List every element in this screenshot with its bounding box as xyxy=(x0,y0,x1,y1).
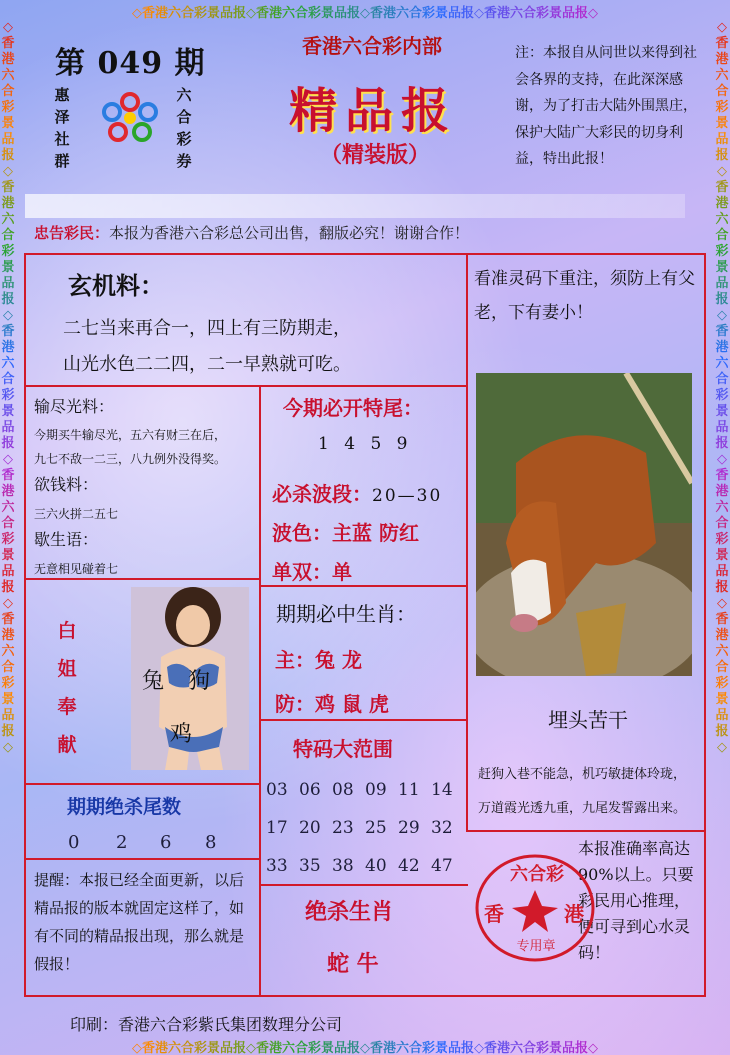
range-number: 40 xyxy=(365,856,387,876)
odd-row xyxy=(272,556,352,585)
range-number: 33 xyxy=(266,856,288,876)
divider-left-mid xyxy=(24,578,261,580)
range-number: 11 xyxy=(398,780,420,800)
color-label: 波色： xyxy=(272,521,332,545)
riddle-line-1: 二七当来再合一，四上有三防期走， xyxy=(63,318,351,339)
riddle-title: 玄机料： xyxy=(68,271,164,300)
odd-value: 单 xyxy=(332,560,352,584)
left-border-text: ◇香港六合彩景品报◇香港六合彩景品报◇香港六合彩景品报◇香港六合彩景品报◇香港六合彩景品报◇ xyxy=(0,20,16,1035)
zodiac-guard-row xyxy=(275,688,389,717)
lottery-logo-icon xyxy=(100,92,160,144)
printer-line: 印刷：香港六合彩紫氏集团数理分公司 xyxy=(70,1015,343,1034)
range-number: 29 xyxy=(398,818,420,838)
kill-tail-digit-1: 0 xyxy=(68,832,80,853)
range-number: 38 xyxy=(332,856,354,876)
zodiac-main-value: 兔 龙 xyxy=(315,648,362,672)
accuracy-text: 本报准确率高达90%以上。只要彩民用心推理，便可寻到心水灵码！ xyxy=(578,839,694,962)
range-title: 特码大范围 xyxy=(293,737,393,761)
right-top-text: 看准灵码下重注，须防上有父老，下有妻小！ xyxy=(474,269,695,323)
riddle-line-2: 山光水色二二四，二一早熟就可吃。 xyxy=(63,354,351,375)
girl-overlay-2: 狗 xyxy=(188,669,211,694)
girl-caption: 白姐奉献 xyxy=(57,620,77,756)
divider-range xyxy=(259,884,468,886)
lose-text-2: 九七不敌一二三，八九例外没得奖。 xyxy=(34,452,227,466)
bottom-border-text: ◇香港六合彩景品报◇香港六合彩景品报◇香港六合彩景品报◇香港六合彩景品报◇ xyxy=(0,1037,730,1055)
header-right-col2: 彩券 xyxy=(176,130,192,170)
lose-label: 输尽光料： xyxy=(34,397,115,416)
saying-text: 无意相见碰着七 xyxy=(34,562,119,576)
cow-line-1: 赶狗入巷不能急，机巧敏捷体玲珑， xyxy=(478,767,687,782)
org-title: 香港六合彩内部 xyxy=(302,34,442,58)
zodiac-guard-label: 防： xyxy=(275,692,315,716)
kill-tail-title: 期期绝杀尾数 xyxy=(67,796,182,818)
seal-bottom: 专用章 xyxy=(516,939,556,954)
kill-zodiac-value: 蛇 牛 xyxy=(327,951,379,977)
kill-zodiac-title: 绝杀生肖 xyxy=(305,899,394,925)
top-border-text: ◇香港六合彩景品报◇香港六合彩景品报◇香港六合彩景品报◇香港六合彩景品报◇ xyxy=(0,2,730,20)
seal-right: 港 xyxy=(564,902,584,926)
color-row xyxy=(272,517,419,546)
money-label: 欲钱料： xyxy=(34,475,99,494)
range-number: 03 xyxy=(266,780,288,800)
notice-text: 注：本报自从问世以来得到社会各界的支持，在此深深感谢，为了打击大陆外围黑庄，保护大陆广大彩民的切身利益，特出此报！ xyxy=(515,45,697,167)
range-number: 14 xyxy=(431,780,453,800)
divider-girl xyxy=(24,783,261,785)
range-number: 09 xyxy=(365,780,387,800)
lose-text-1: 今期买牛输尽光，五六有财三在后， xyxy=(34,428,227,442)
header-left-col2: 社群 xyxy=(54,130,70,170)
wave-row xyxy=(272,478,442,507)
right-border-text: ◇香港六合彩景品报◇香港六合彩景品报◇香港六合彩景品报◇香港六合彩景品报◇香港六合彩景品报◇ xyxy=(714,20,730,1035)
divider-riddle xyxy=(24,385,468,387)
warning-line xyxy=(34,222,469,243)
divider-center xyxy=(259,385,261,997)
kill-tail-digit-4: 8 xyxy=(205,832,217,853)
money-text: 三六火拼二五七 xyxy=(34,507,119,521)
cow-line-2: 万道霞光透九重，九尾发誓露出来。 xyxy=(478,801,687,816)
range-number: 42 xyxy=(398,856,420,876)
official-seal xyxy=(470,850,600,965)
wave-label: 必杀波段： xyxy=(272,482,372,506)
kill-tail-digit-2: 2 xyxy=(116,832,128,853)
divider-zodiac xyxy=(259,719,468,721)
divider-kill-tail xyxy=(24,858,261,860)
warning-label: 忠告彩民： xyxy=(34,224,110,242)
color-value: 主蓝 防红 xyxy=(332,521,419,545)
sub-title: （精装版） xyxy=(319,142,430,168)
zodiac-main-label: 主： xyxy=(275,648,315,672)
main-title: 精品报 xyxy=(288,83,457,139)
zodiac-main-row xyxy=(275,644,362,673)
header-left-col1: 惠泽 xyxy=(54,86,70,126)
range-number: 25 xyxy=(365,818,387,838)
range-number: 23 xyxy=(332,818,354,838)
range-number: 47 xyxy=(431,856,453,876)
range-number: 32 xyxy=(431,818,453,838)
cow-caption: 埋头苦干 xyxy=(548,708,628,732)
header-band xyxy=(25,194,685,218)
kill-tail-digit-3: 6 xyxy=(160,832,172,853)
range-number: 06 xyxy=(299,780,321,800)
divider-tail xyxy=(259,585,468,587)
range-number: 35 xyxy=(299,856,321,876)
seal-top: 六合彩 xyxy=(510,864,564,885)
issue-number: 第 049 期 xyxy=(55,46,206,81)
tail-title: 今期必开特尾： xyxy=(283,396,423,420)
reminder-text: 提醒：本报已经全面更新，以后精品报的版本就固定这样了，如有不同的精品报出现，那么就是假报！ xyxy=(34,871,245,973)
saying-label: 歇生语： xyxy=(34,530,99,549)
girl-overlay-3: 鸡 xyxy=(170,722,193,747)
zodiac-guard-value: 鸡 鼠 虎 xyxy=(315,692,389,716)
warning-text: 本报为香港六合彩总公司出售，翻版必究！谢谢合作！ xyxy=(109,224,470,242)
odd-label: 单双： xyxy=(272,560,332,584)
range-number: 20 xyxy=(299,818,321,838)
range-number: 17 xyxy=(266,818,288,838)
cow-photo xyxy=(476,373,692,676)
range-number: 08 xyxy=(332,780,354,800)
seal-left: 香 xyxy=(484,902,504,926)
divider-cow xyxy=(466,830,706,832)
header-right-col1: 六合 xyxy=(176,86,192,126)
zodiac-title: 期期必中生肖： xyxy=(276,602,416,626)
girl-overlay-1: 兔 xyxy=(142,669,165,694)
wave-value: 20—30 xyxy=(372,486,443,506)
tail-digits: 1 4 5 9 xyxy=(318,434,410,454)
divider-right-column xyxy=(466,253,468,832)
